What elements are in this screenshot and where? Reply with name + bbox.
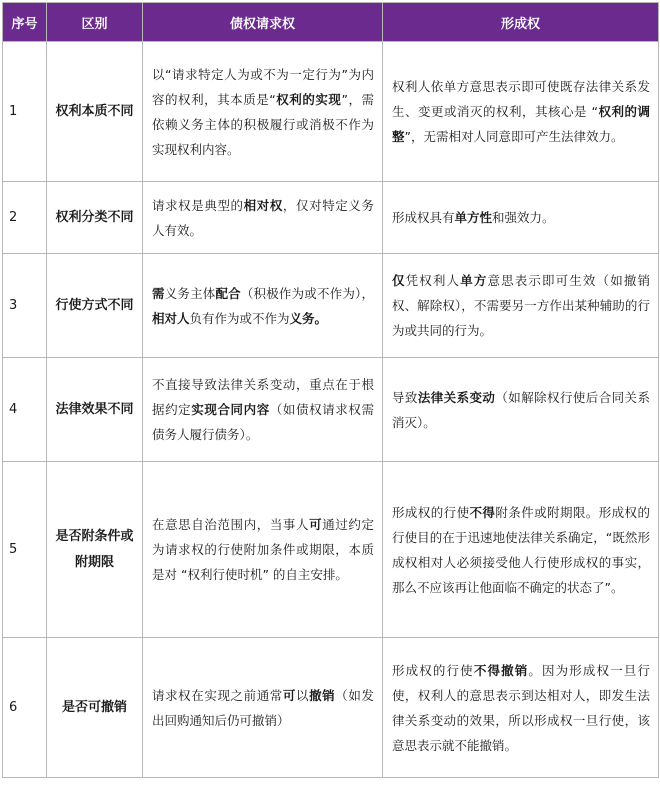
cell-text: 形成权的行使 bbox=[392, 662, 474, 678]
formation-right-cell bbox=[383, 638, 659, 778]
cell-text: 在意思自治范围内，当事人 bbox=[152, 517, 310, 532]
formation-right-cell bbox=[383, 462, 659, 638]
claim-right-cell bbox=[143, 358, 383, 462]
cell-text: 负有作为或不作为 bbox=[189, 310, 290, 326]
cell-text: 附条件或附期限。形成权的行使目的在于迅速地使法律关系确定，“既然形成权相对人必须接受他人行使形成权的事实，那么不应该再让他面临不确定的状态了”。 bbox=[392, 504, 650, 595]
row-difference: 法律效果不同 bbox=[47, 358, 143, 462]
row-difference: 是否可撤销 bbox=[47, 638, 143, 778]
cell-text: 义务主体 bbox=[164, 285, 216, 301]
emphasis-text: 可 bbox=[282, 687, 296, 703]
emphasis-text: 相对人 bbox=[152, 310, 190, 326]
cell-text: 请求权是典型的 bbox=[152, 197, 244, 213]
emphasis-text: 相对权 bbox=[243, 197, 283, 213]
row-number: 1 bbox=[3, 42, 47, 182]
emphasis-text: 单方 bbox=[460, 273, 488, 288]
emphasis-text: 实现合同内容 bbox=[191, 402, 270, 417]
row-difference: 是否附条件或附期限 bbox=[47, 462, 143, 638]
formation-right-cell bbox=[383, 254, 659, 358]
claim-right-cell bbox=[143, 182, 383, 254]
cell-text: 和强效力。 bbox=[492, 210, 555, 225]
cell-text: 不直接导致法律关系变动，重点在于根据约定 bbox=[152, 377, 374, 417]
claim-right-cell bbox=[143, 462, 383, 638]
claim-right-cell bbox=[143, 638, 383, 778]
cell-text: 形成权具有 bbox=[392, 210, 455, 225]
header-formation-right: 形成权 bbox=[383, 3, 659, 42]
emphasis-text: 配合 bbox=[215, 285, 241, 301]
cell-text: ，仅对特定义务人有效。 bbox=[152, 197, 374, 238]
table-header-row bbox=[3, 3, 659, 42]
row-number: 5 bbox=[3, 462, 47, 638]
table-row bbox=[3, 42, 659, 182]
emphasis-text: 单方性 bbox=[454, 210, 493, 225]
cell-text: 以 bbox=[295, 687, 310, 703]
emphasis-text: 法律关系变动 bbox=[417, 389, 496, 405]
cell-text: （如债权请求权需债务人履行债务）。 bbox=[152, 402, 374, 442]
formation-right-cell bbox=[383, 182, 659, 254]
cell-text: 。因为形成权一旦行使，权利人的意思表示到达相对人，即发生法律关系变动的效果，所以形成权一旦行使，该意思表示就不能撤销。 bbox=[392, 662, 650, 753]
table-row bbox=[3, 462, 659, 638]
table-row bbox=[3, 358, 659, 462]
cell-text: 权利人依单方意思表示即可使既存法律关系发生、变更或消灭的权利，其核心是 “ bbox=[392, 79, 650, 119]
cell-text: 形成权的行使 bbox=[392, 504, 470, 520]
row-number: 2 bbox=[3, 182, 47, 254]
cell-text: （如解除权行使后合同关系消灭）。 bbox=[392, 389, 650, 430]
formation-right-cell bbox=[383, 42, 659, 182]
cell-text: 意思表示即可生效（如撤销权、解除权），不需要另一方作出某种辅助的行为或共同的行为。 bbox=[392, 273, 650, 338]
cell-text: 请求权在实现之前通常 bbox=[152, 687, 283, 703]
emphasis-text: 不得撤销 bbox=[473, 662, 529, 678]
cell-text: 通过约定为请求权的行使附加条件或期限，本质是对 “权利行使时机” 的自主安排。 bbox=[152, 517, 374, 582]
header-claim-right: 债权请求权 bbox=[143, 3, 383, 42]
emphasis-text: 仅 bbox=[392, 273, 406, 288]
row-difference: 权利分类不同 bbox=[47, 182, 143, 254]
table-row bbox=[3, 254, 659, 358]
emphasis-text: 权利的实现 bbox=[275, 91, 342, 107]
emphasis-text: 撤销 bbox=[309, 687, 336, 703]
table-row bbox=[3, 638, 659, 778]
row-difference: 权利本质不同 bbox=[47, 42, 143, 182]
cell-text: 以“请求特定人为或不为一定行为”为内容的权利，其本质是“ bbox=[152, 66, 374, 107]
claim-right-cell bbox=[143, 254, 383, 358]
emphasis-text: 需 bbox=[152, 285, 165, 301]
emphasis-text: 可 bbox=[309, 517, 323, 532]
cell-text: ”，无需相对人同意即可产生法律效力。 bbox=[404, 129, 624, 144]
header-difference: 区别 bbox=[47, 3, 143, 42]
table-row bbox=[3, 182, 659, 254]
row-number: 3 bbox=[3, 254, 47, 358]
header-number: 序号 bbox=[3, 3, 47, 42]
formation-right-cell bbox=[383, 358, 659, 462]
comparison-table bbox=[2, 2, 659, 778]
row-difference: 行使方式不同 bbox=[47, 254, 143, 358]
cell-text: 导致 bbox=[392, 389, 418, 405]
emphasis-text: 义务。 bbox=[289, 310, 328, 326]
cell-text: 凭权利人 bbox=[405, 273, 461, 288]
row-number: 6 bbox=[3, 638, 47, 778]
cell-text: （如发出回购通知后仍可撤销） bbox=[152, 687, 374, 728]
row-number: 4 bbox=[3, 358, 47, 462]
cell-text: ”，需依赖义务主体的积极履行或消极不作为实现权利内容。 bbox=[152, 91, 374, 157]
emphasis-text: 权利的调整 bbox=[392, 104, 650, 144]
emphasis-text: 不得 bbox=[469, 504, 496, 520]
cell-text: （积极作为或不作为）， bbox=[240, 285, 374, 301]
claim-right-cell bbox=[143, 42, 383, 182]
